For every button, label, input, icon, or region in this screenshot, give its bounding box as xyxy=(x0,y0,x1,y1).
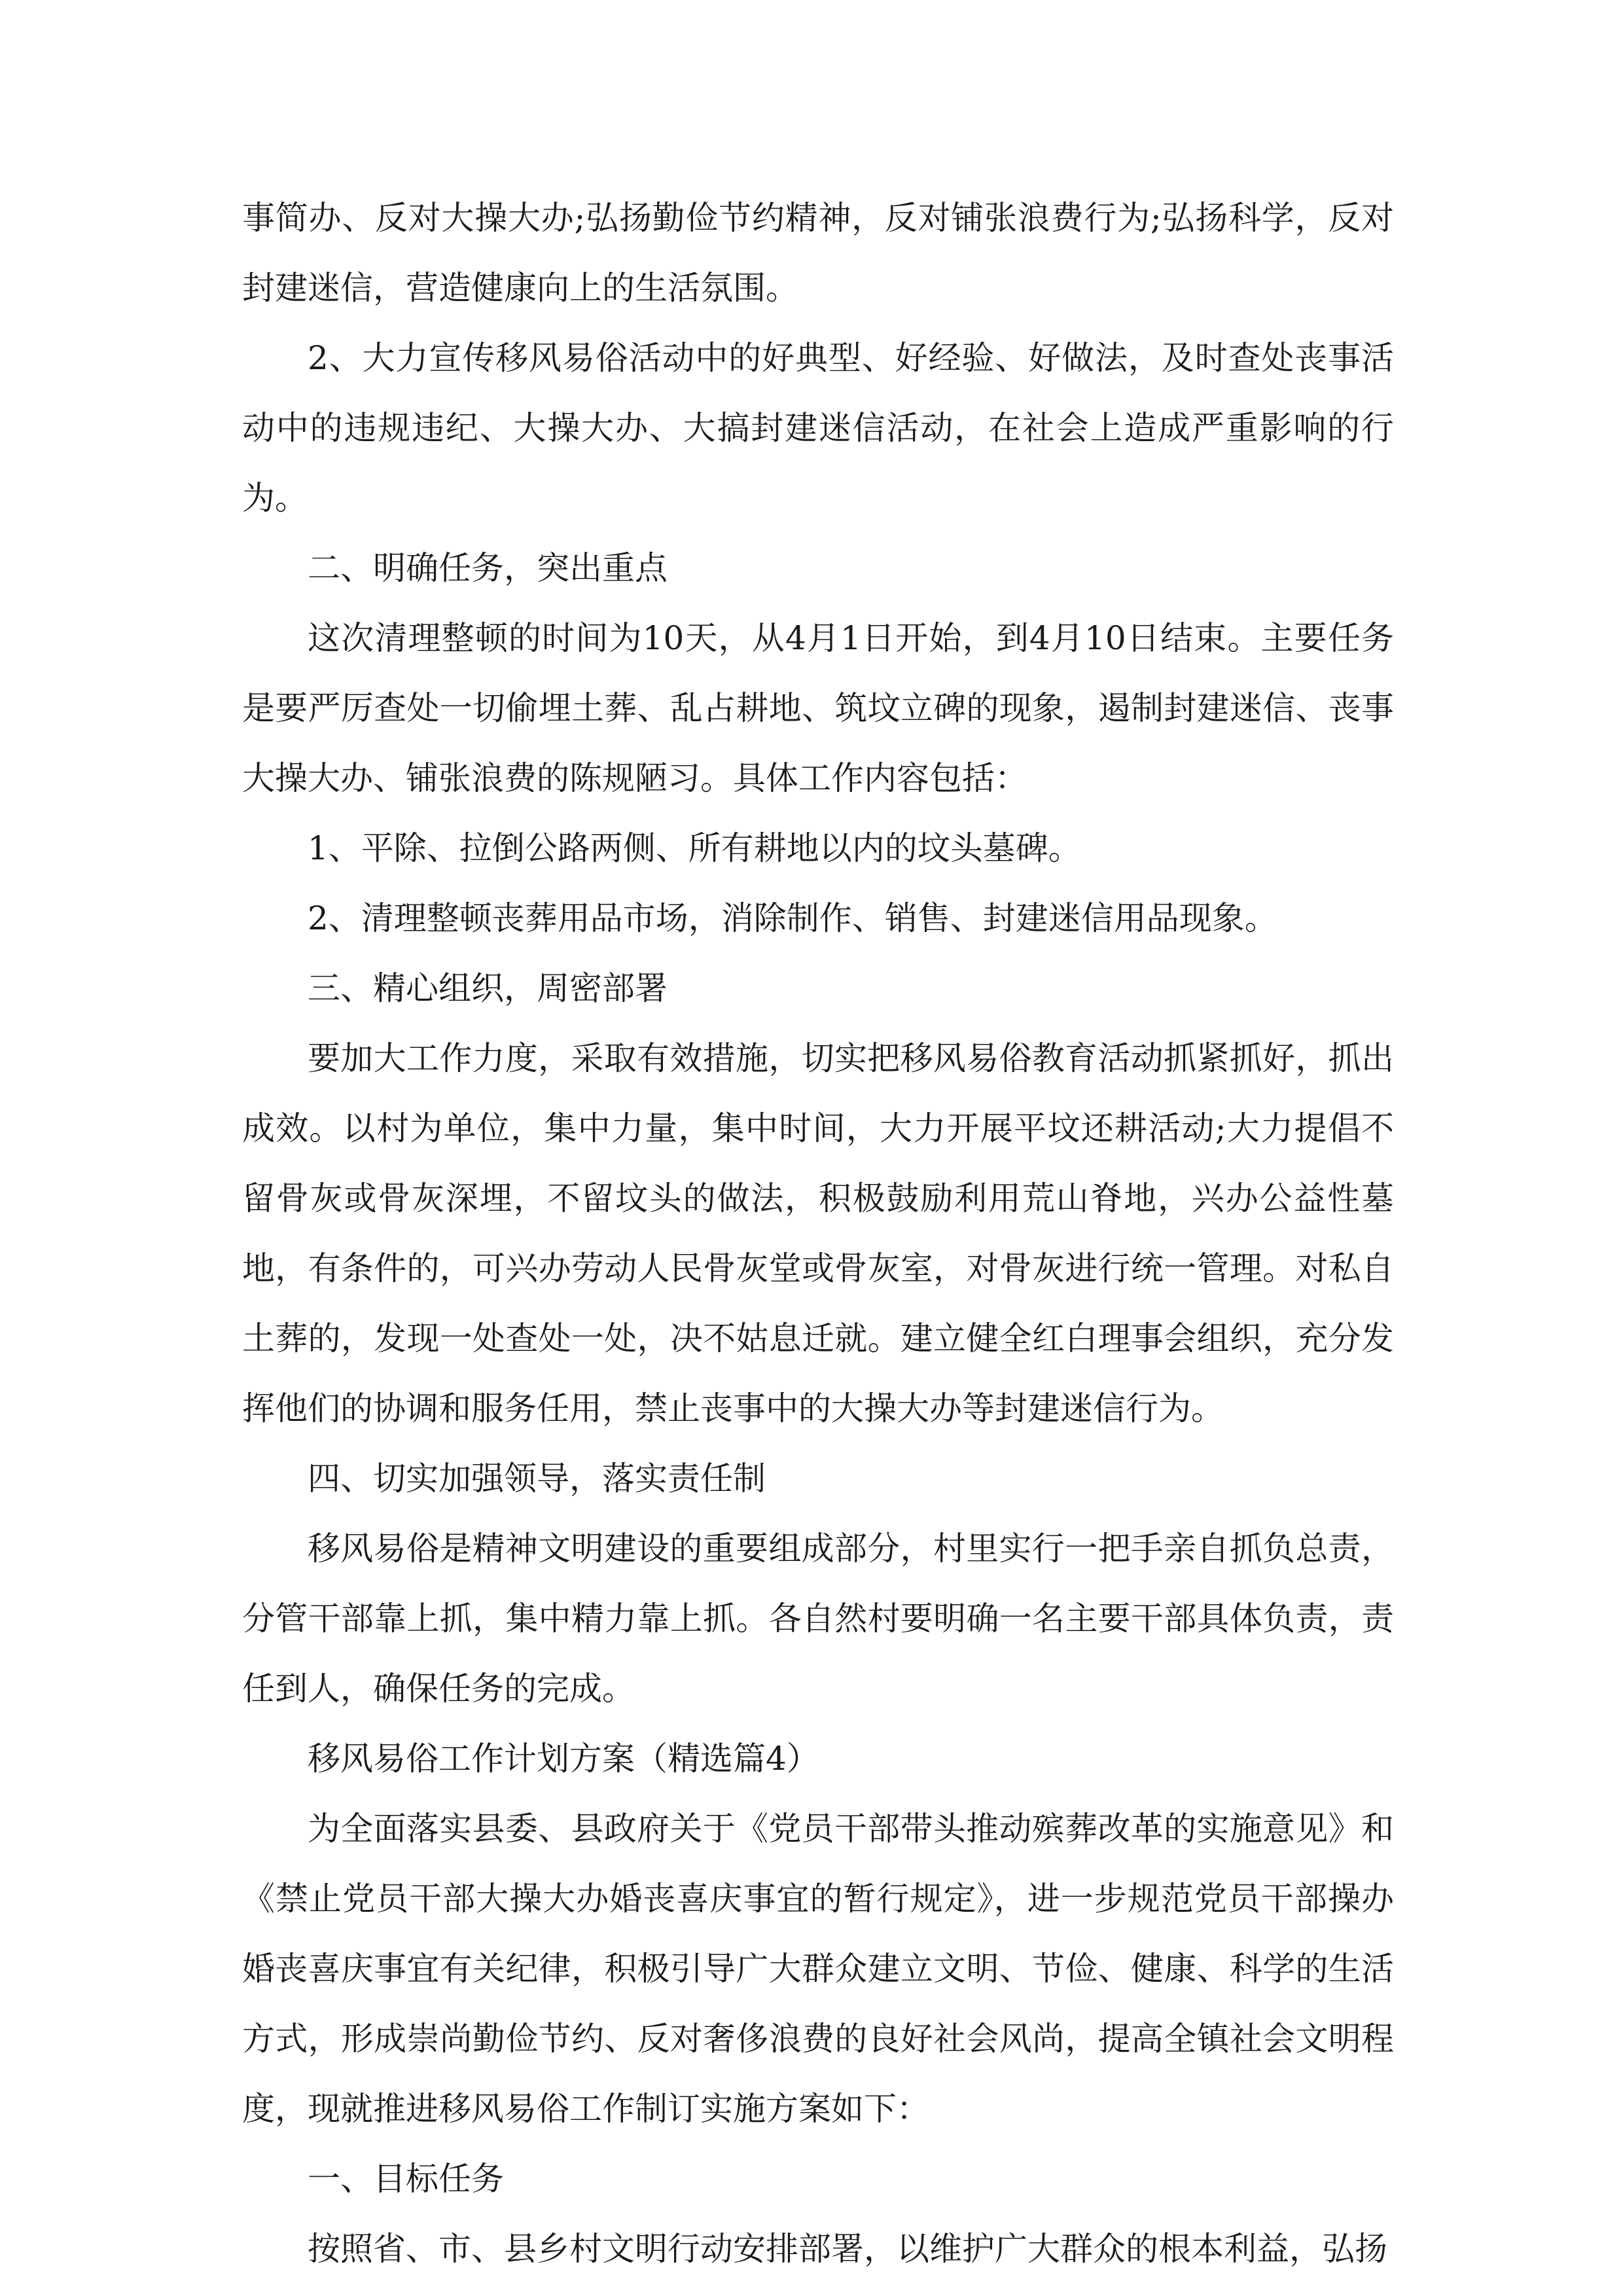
section-heading-2: 二、明确任务，突出重点 xyxy=(308,549,668,587)
paragraph-goal: 按照省、市、县乡村文明行动安排部署，以维护广大群众的根本利益，弘扬 xyxy=(308,2230,1387,2268)
article-title: 移风易俗工作计划方案（精选篇4） xyxy=(308,1740,819,1778)
paragraph-task-item-1: 1、平除、拉倒公路两侧、所有耕地以内的坟头墓碑。 xyxy=(308,829,1081,867)
section-heading-1: 一、目标任务 xyxy=(308,2160,504,2198)
paragraph-introduction: 为全面落实县委、县政府关于《党员干部带头推动殡葬改革的实施意见》和《禁止党员干部大操大办婚丧喜庆事宜的暂行规定》，进一步规范党员干部操办婚丧喜庆事宜有关纪律，积极引导广大群众建立文明、节俭、健康、科学的生活方式，形成崇尚勤俭节约、反对奢侈浪费的良好社会风尚，提高全镇社会文明程度，现就推进移风易俗工作制订实施方案如下： xyxy=(242,1810,1394,2128)
document-body xyxy=(242,183,1394,2284)
paragraph-organization: 要加大工作力度，采取有效措施，切实把移风易俗教育活动抓紧抓好，抓出成效。以村为单位，集中力量，集中时间，大力开展平坟还耕活动;大力提倡不留骨灰或骨灰深埋，不留坟头的做法，积极鼓励利用荒山脊地，兴办公益性墓地，有条件的，可兴办劳动人民骨灰堂或骨灰室，对骨灰进行统一管理。对私自土葬的，发现一处查处一处，决不姑息迁就。建立健全红白理事会组织，充分发挥他们的协调和服务任用，禁止丧事中的大操大办等封建迷信行为。 xyxy=(242,1039,1394,1427)
paragraph-task-item-2: 2、清理整顿丧葬用品市场，消除制作、销售、封建迷信用品现象。 xyxy=(308,899,1277,937)
paragraph-leadership: 移风易俗是精神文明建设的重要组成部分，村里实行一把手亲自抓负总责，分管干部靠上抓，集中精力靠上抓。各自然村要明确一名主要干部具体负责，责任到人，确保任务的完成。 xyxy=(242,1530,1394,1708)
paragraph-item-2: 2、大力宣传移风易俗活动中的好典型、好经验、好做法，及时查处丧事活动中的违规违纪、大操大办、大搞封建迷信活动，在社会上造成严重影响的行为。 xyxy=(242,339,1394,517)
paragraph-task-description: 这次清理整顿的时间为10天，从4月1日开始，到4月10日结束。主要任务是要严厉查处一切偷埋土葬、乱占耕地、筑坟立碑的现象，遏制封建迷信、丧事大操大办、铺张浪费的陈规陋习。具体工作内容包括： xyxy=(242,619,1394,797)
section-heading-4: 四、切实加强领导，落实责任制 xyxy=(308,1460,766,1498)
paragraph-continuation: 事简办、反对大操大办;弘扬勤俭节约精神，反对铺张浪费行为;弘扬科学，反对封建迷信，营造健康向上的生活氛围。 xyxy=(242,199,1394,307)
section-heading-3: 三、精心组织，周密部署 xyxy=(308,969,668,1007)
